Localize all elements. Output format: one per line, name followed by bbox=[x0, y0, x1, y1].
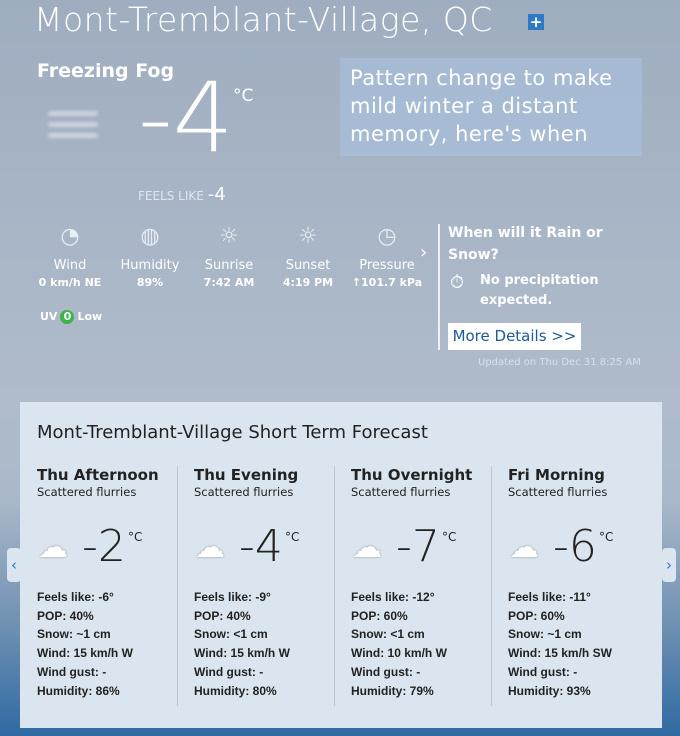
period-temp-unit: °C bbox=[442, 530, 457, 544]
stat-humidity bbox=[110, 222, 190, 289]
location-title: Mont-Tremblant-Village, QC bbox=[34, 0, 493, 39]
period-name: Fri Morning bbox=[508, 466, 605, 484]
pop: POP: 60% bbox=[351, 608, 408, 623]
flurries-icon: ☁ bbox=[38, 530, 68, 565]
period-condition: Scattered flurries bbox=[351, 485, 451, 499]
temp-unit[interactable]: °C bbox=[233, 86, 254, 106]
feels-like bbox=[138, 184, 226, 205]
uv-index bbox=[40, 310, 102, 324]
chevron-right-icon[interactable]: › bbox=[420, 242, 428, 263]
stat-wind bbox=[30, 222, 110, 289]
flurries-icon: ☁ bbox=[352, 530, 382, 565]
updated-timestamp: Updated on Thu Dec 31 8:25 AM bbox=[478, 357, 641, 368]
period-name: Thu Evening bbox=[194, 466, 299, 484]
period-condition: Scattered flurries bbox=[508, 485, 608, 499]
pop: POP: 40% bbox=[194, 608, 251, 623]
wind: Wind: 15 km/h W bbox=[37, 646, 133, 661]
period-temp-unit: °C bbox=[285, 530, 300, 544]
stat-sunrise bbox=[189, 222, 269, 289]
next-arrow-button[interactable]: › bbox=[662, 548, 676, 582]
period-details bbox=[508, 588, 612, 700]
add-location-icon[interactable]: + bbox=[529, 13, 543, 31]
precip-status: No precipitation expected. bbox=[480, 273, 599, 308]
period-name: Thu Overnight bbox=[351, 466, 473, 484]
feels-like: Feels like: -9° bbox=[194, 590, 271, 604]
more-details-button[interactable]: More Details >> bbox=[448, 323, 581, 350]
uv-value: 0 bbox=[60, 310, 74, 324]
wind-gust: Wind gust: - bbox=[194, 664, 264, 679]
stat-label: Wind bbox=[53, 258, 87, 273]
humidity: Humidity: 80% bbox=[194, 683, 277, 698]
period-temp: -7 bbox=[396, 521, 440, 572]
period-details bbox=[37, 588, 133, 700]
divider bbox=[438, 224, 440, 350]
stat-sunset bbox=[268, 222, 348, 289]
snow: Snow: ~1 cm bbox=[508, 627, 582, 642]
stat-value: 7:42 AM bbox=[203, 276, 255, 289]
period-condition: Scattered flurries bbox=[37, 485, 137, 499]
prev-arrow-button[interactable]: ‹ bbox=[7, 548, 21, 582]
snow: Snow: <1 cm bbox=[194, 627, 268, 642]
precip-question: When will it Rain or Snow? bbox=[448, 225, 603, 263]
feels-like: Feels like: -11° bbox=[508, 590, 591, 604]
wind: Wind: 15 km/h SW bbox=[508, 646, 612, 661]
feels-like-value: -4 bbox=[207, 184, 226, 205]
forecast-period bbox=[491, 466, 649, 706]
wind-gust: Wind gust: - bbox=[351, 664, 421, 679]
stat-pressure bbox=[347, 222, 427, 289]
period-temp-unit: °C bbox=[128, 530, 143, 544]
fog-icon bbox=[48, 105, 98, 145]
flurries-icon: ☁ bbox=[509, 530, 539, 565]
forecast-period bbox=[20, 466, 178, 706]
period-temp: -2 bbox=[82, 521, 126, 572]
snow: Snow: ~1 cm bbox=[37, 627, 111, 642]
current-temp: -4 bbox=[138, 62, 234, 174]
humidity: Humidity: 86% bbox=[37, 683, 120, 698]
wind: Wind: 15 km/h W bbox=[194, 646, 290, 661]
stat-value: 0 km/h NE bbox=[38, 276, 102, 289]
flurries-icon: ☁ bbox=[195, 530, 225, 565]
uv-level: Low bbox=[77, 310, 103, 323]
period-condition: Scattered flurries bbox=[194, 485, 294, 499]
forecast-period bbox=[334, 466, 492, 706]
feels-like: Feels like: -6° bbox=[37, 590, 114, 604]
current-condition: Freezing Fog bbox=[37, 60, 175, 82]
wind: Wind: 10 km/h W bbox=[351, 646, 447, 661]
humidity: Humidity: 93% bbox=[508, 683, 591, 698]
wind-gust: Wind gust: - bbox=[508, 664, 578, 679]
stat-value: 89% bbox=[136, 276, 164, 289]
sunrise-icon: ☼ bbox=[219, 224, 239, 249]
snow: Snow: <1 cm bbox=[351, 627, 425, 642]
period-name: Thu Afternoon bbox=[37, 466, 159, 484]
stat-value: 4:19 PM bbox=[282, 276, 334, 289]
pop: POP: 60% bbox=[508, 608, 565, 623]
humidity: Humidity: 79% bbox=[351, 683, 434, 698]
uv-label: UV bbox=[40, 310, 58, 323]
period-temp: -4 bbox=[239, 521, 283, 572]
news-headline-link[interactable]: Pattern change to make mild winter a distant memory, here's when bbox=[340, 58, 642, 156]
humidity-icon: ◍ bbox=[140, 224, 160, 249]
period-details bbox=[351, 588, 447, 700]
feels-like-label: FEELS LIKE bbox=[138, 189, 204, 203]
period-temp-unit: °C bbox=[599, 530, 614, 544]
stat-label: Pressure bbox=[359, 258, 415, 273]
sunset-icon: ☼ bbox=[298, 224, 318, 249]
forecast-title: Mont-Tremblant-Village Short Term Forecast bbox=[37, 422, 428, 443]
stat-value: ↑101.7 kPa bbox=[351, 276, 423, 289]
forecast-period bbox=[177, 466, 335, 706]
wind-gust: Wind gust: - bbox=[37, 664, 107, 679]
pressure-icon: ◷ bbox=[377, 224, 397, 249]
period-details bbox=[194, 588, 290, 700]
wind-icon: ◔ bbox=[60, 224, 80, 249]
short-term-forecast-panel bbox=[20, 402, 662, 728]
stopwatch-icon: ⏱ bbox=[450, 272, 465, 293]
feels-like: Feels like: -12° bbox=[351, 590, 435, 604]
stat-label: Sunrise bbox=[204, 258, 254, 273]
pop: POP: 40% bbox=[37, 608, 94, 623]
stat-label: Humidity bbox=[120, 258, 180, 273]
stat-label: Sunset bbox=[285, 258, 331, 273]
period-temp: -6 bbox=[553, 521, 597, 572]
